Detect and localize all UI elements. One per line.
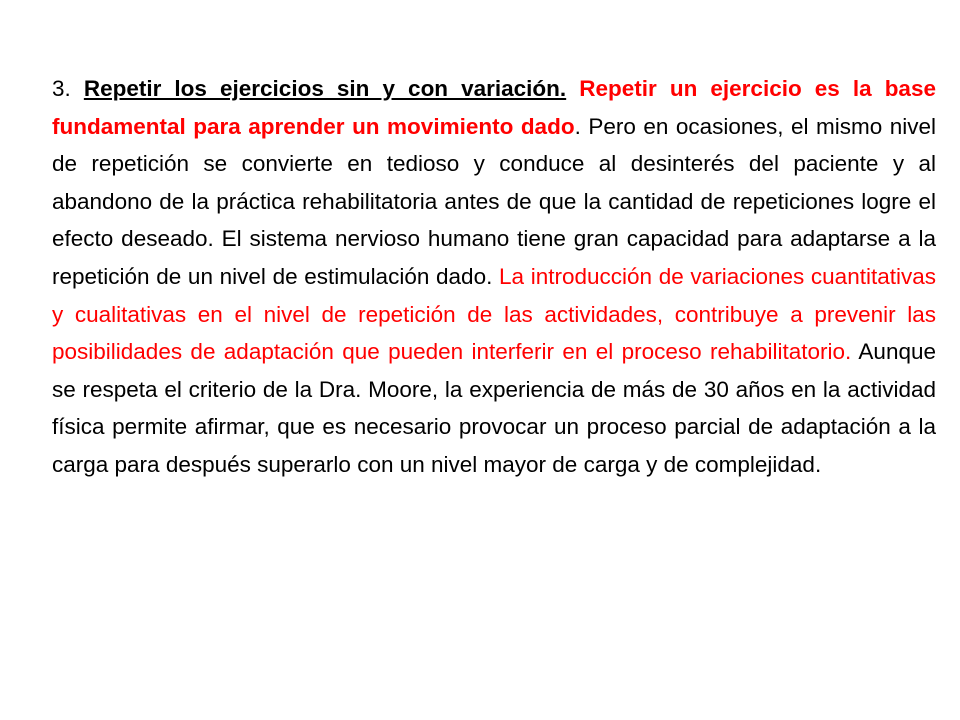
paragraph-heading: Repetir los ejercicios sin y con variación. (83, 76, 567, 101)
item-number: 3. (52, 76, 71, 101)
highlight-statement: La introducción de variaciones cuantitativas y cualitativas en el nivel de repetición de las actividades, contribuye a prevenir las posibilidades de adaptación que pueden interferir en el proceso rehabilitatorio. (52, 263, 936, 365)
body-text-2: Aunque se respeta el criterio de la Dra. Moore, la experiencia de más de 30 años en la actividad física permite afirmar, que es necesario provocar un proceso parcial de adaptación a la carga para después superarlo con un nivel mayor de carga y de complejidad. (52, 339, 936, 477)
sentence-end: . (574, 113, 581, 139)
body-text-1: Pero en ocasiones, el mismo nivel de repetición se convierte en tedioso y conduce al desinterés del paciente y al abandono de la práctica rehabilitatoria antes de que la cantidad de repeticiones logre el efecto deseado. El sistema nervioso humano tiene gran capacidad para adaptarse a la repetición de un nivel de estimulación dado. (52, 113, 936, 289)
key-statement: Repetir un ejercicio es la base fundamental para aprender un movimiento dado (52, 76, 936, 139)
text-paragraph (52, 70, 936, 484)
